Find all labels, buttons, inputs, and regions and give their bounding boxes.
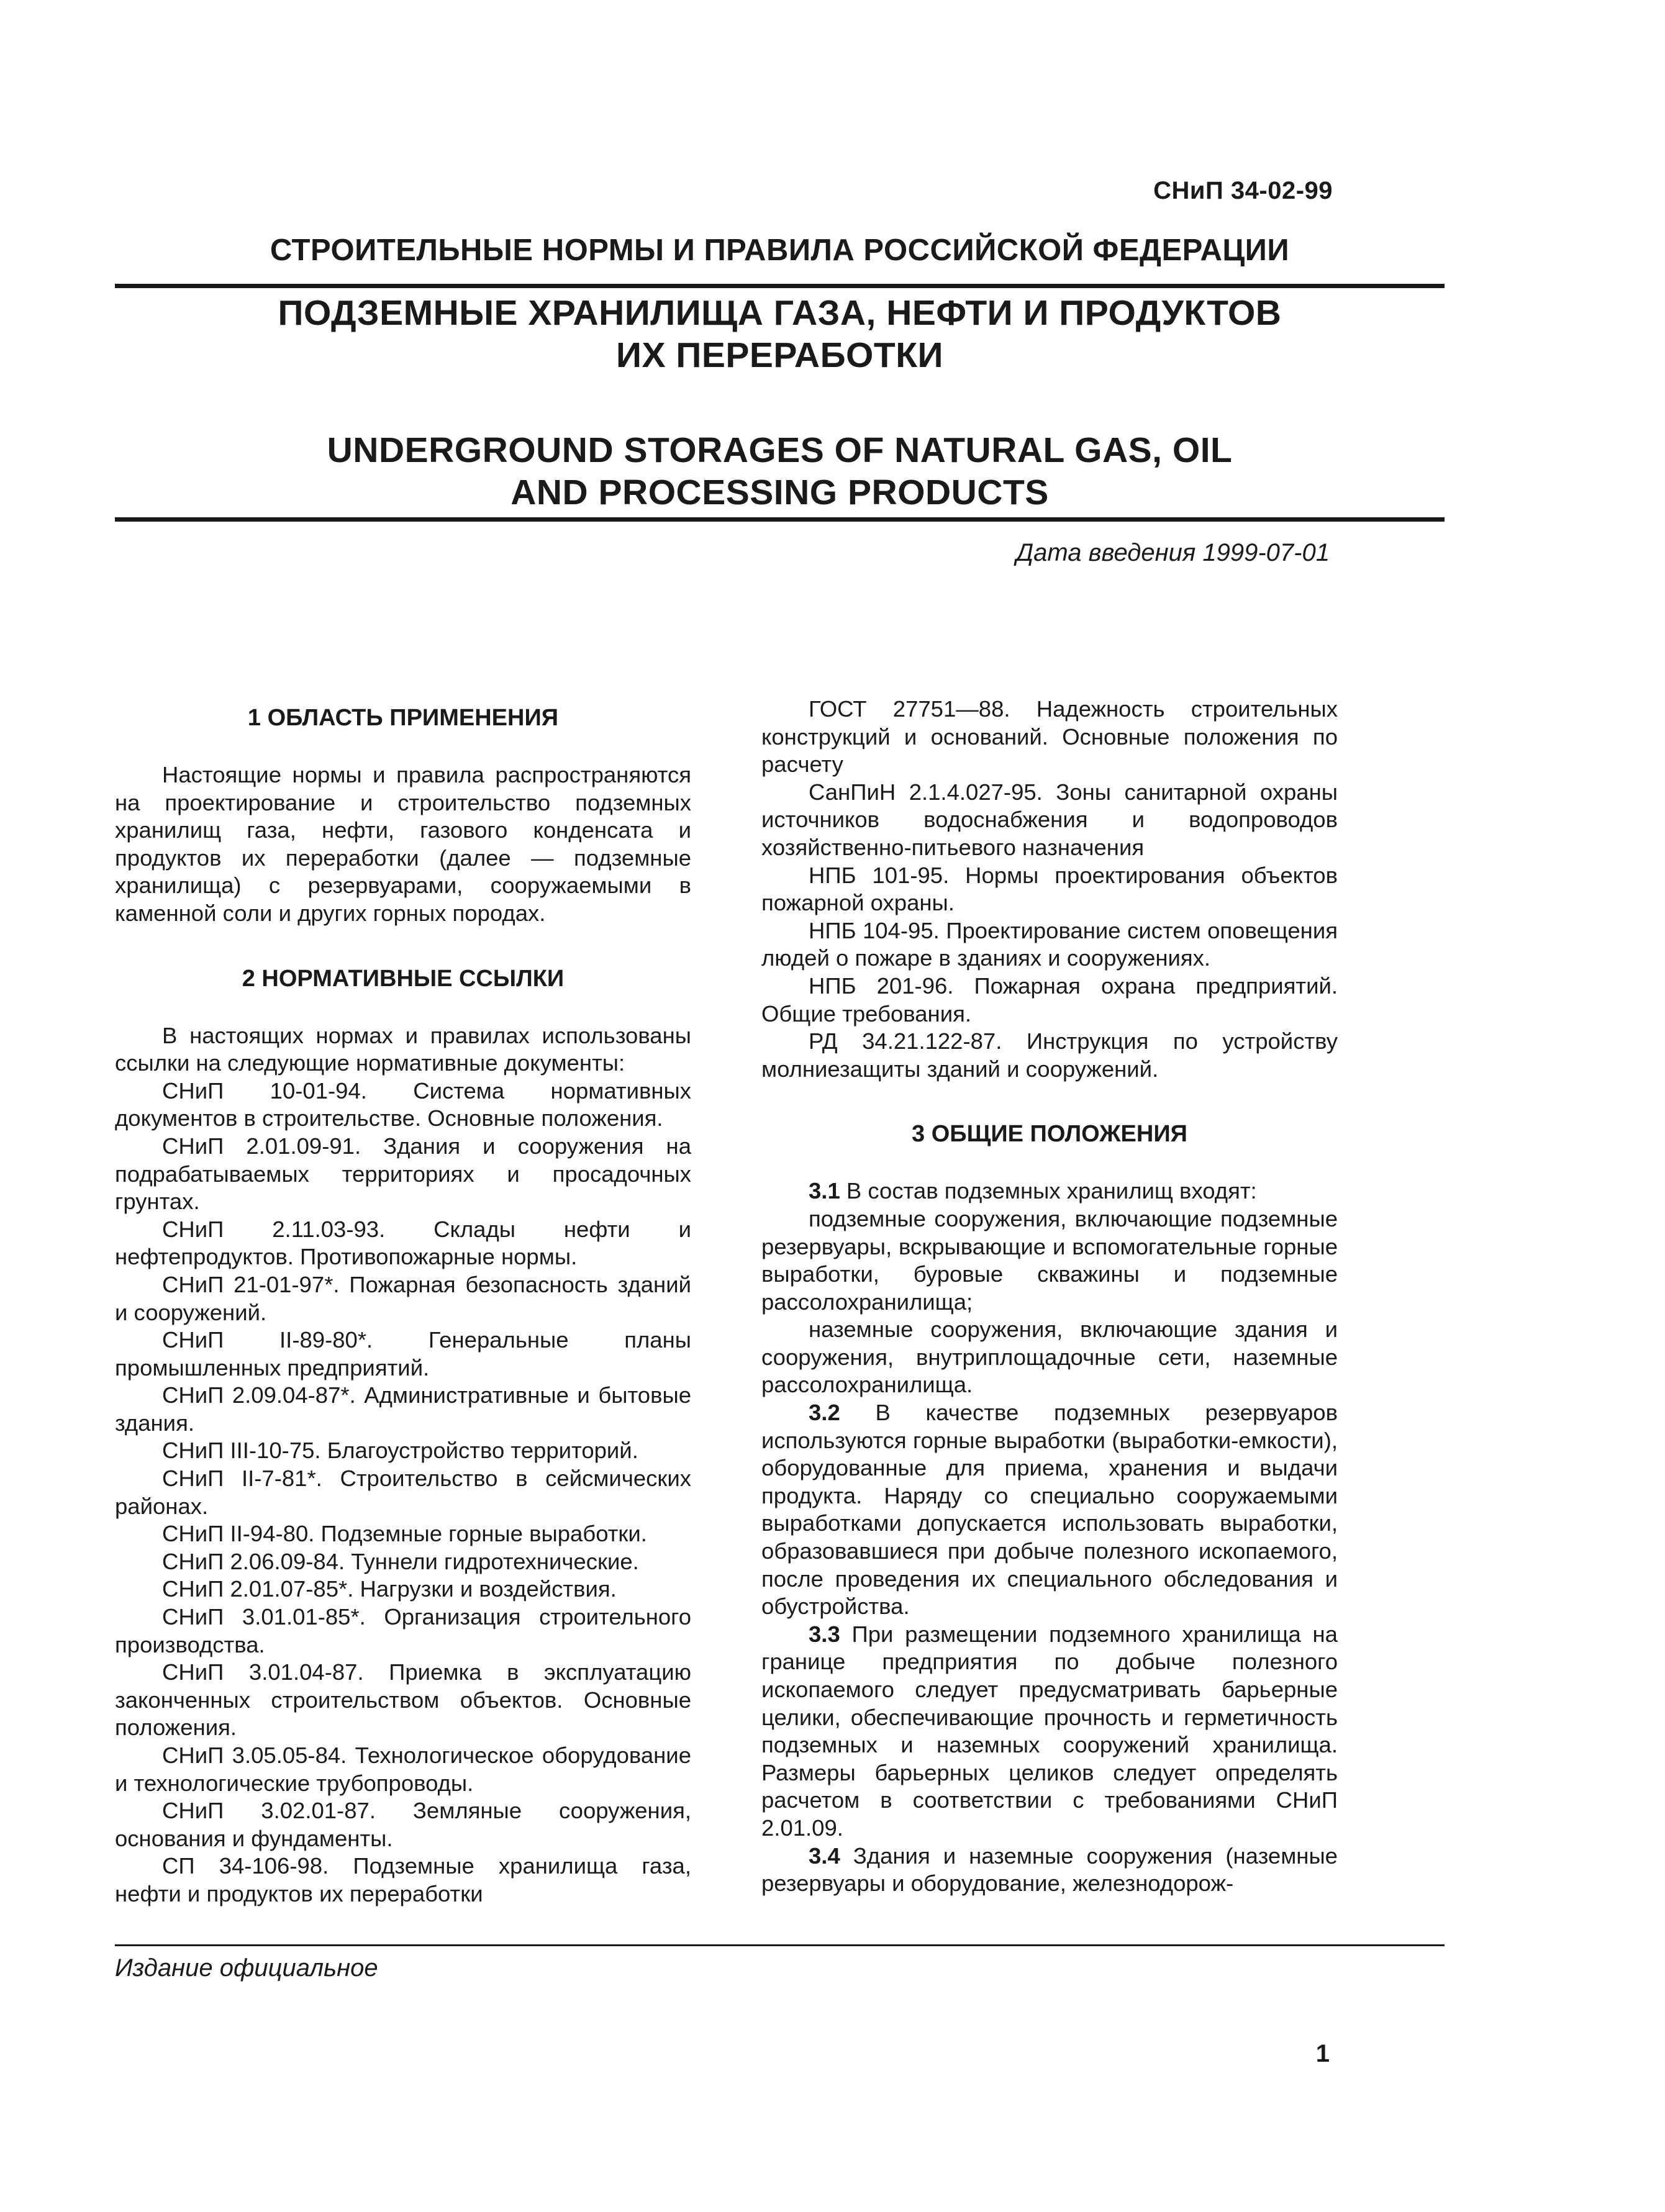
clause-3-4 [761, 1843, 1338, 1898]
reference-item: СНиП 3.01.01-85*. Организация строительного производства. [115, 1604, 691, 1657]
reference-item: СНиП II-94-80. Подземные горные выработки. [162, 1521, 647, 1547]
reference-item: СНиП II-7-81*. Строительство в сейсмических районах. [115, 1466, 691, 1519]
clause-number: 3.1 [809, 1178, 840, 1204]
official-edition-note: Издание официальное [115, 1954, 378, 1982]
section-1-title: 1 ОБЛАСТЬ ПРИМЕНЕНИЯ [247, 705, 559, 731]
reference-item: СНиП 2.01.09-91. Здания и сооружения на подрабатываемых территориях и просадочных грунтах. [115, 1133, 691, 1215]
section-2-title: 2 НОРМАТИВНЫЕ ССЫЛКИ [242, 965, 565, 992]
reference-item: СНиП 2.09.04-87*. Административные и бытовые здания. [115, 1382, 691, 1436]
reference-item: СНиП III-10-75. Благоустройство территорий. [162, 1438, 638, 1464]
reference-item: СНиП 2.01.07-85*. Нагрузки и воздействия. [162, 1576, 617, 1602]
clause-3-1 [761, 1177, 1338, 1205]
section-2-intro: В настоящих нормах и правилах использованы ссылки на следующие нормативные документы: [115, 1022, 691, 1076]
divider-title [115, 517, 1445, 522]
introduction-date: Дата введения 1999-07-01 [1015, 539, 1330, 566]
clause-number: 3.3 [809, 1621, 840, 1647]
reference-item: СНиП 3.05.05-84. Технологическое оборудование и технологические трубопроводы. [115, 1743, 691, 1796]
title-russian-line-1: ПОДЗЕМНЫЕ ХРАНИЛИЩА ГАЗА, НЕФТИ И ПРОДУКТОВ [278, 293, 1282, 333]
reference-item: НПБ 101-95. Нормы проектирования объектов пожарной охраны. [761, 862, 1338, 916]
reference-item: НПБ 201-96. Пожарная охрана предприятий. Общие требования. [761, 972, 1338, 1027]
clause-3-2 [761, 1399, 1338, 1621]
clause-text: В состав подземных хранилищ входят: [846, 1178, 1257, 1204]
reference-item: СП 34-106-98. Подземные хранилища газа, нефти и продуктов их переработки [115, 1853, 691, 1906]
clause-number: 3.2 [809, 1400, 840, 1426]
clause-3-3 [761, 1621, 1338, 1843]
clause-text: При размещении подземного хранилища на границе предприятия по добыче полезного ископаемого следует предусматривать барьерные целики, обеспечивающие прочность и герметичность подземных и наземных сооружений хранилища. Размеры барьерных целиков следует определять расчетом в соответствии с требованиями СНиП 2.01.09. [761, 1621, 1338, 1841]
clause-3-1-item-b: наземные сооружения, включающие здания и сооружения, внутриплощадочные сети, наземные рассолохранилища. [761, 1317, 1338, 1398]
reference-item: СНиП 3.02.01-87. Земляные сооружения, основания и фундаменты. [115, 1798, 691, 1851]
clause-text: Здания и наземные сооружения (наземные резервуары и оборудование, железнодорож- [761, 1843, 1338, 1897]
title-russian-line-2: ИХ ПЕРЕРАБОТКИ [616, 335, 943, 375]
document-code: СНиП 34-02-99 [1153, 177, 1333, 204]
reference-item: СНиП 3.01.04-87. Приемка в эксплуатацию законченных строительством объектов. Основные положения. [115, 1659, 691, 1741]
reference-item: СНиП 21-01-97*. Пожарная безопасность зданий и сооружений. [115, 1271, 691, 1325]
reference-item: СНиП 10-01-94. Система нормативных документов в строительстве. Основные положения. [115, 1077, 691, 1131]
reference-item: НПБ 104-95. Проектирование систем оповещения людей о пожаре в зданиях и сооружениях. [761, 917, 1338, 971]
reference-item: СНиП II-89-80*. Генеральные планы промышленных предприятий. [115, 1327, 691, 1380]
reference-item: СанПиН 2.1.4.027-95. Зоны санитарной охраны источников водоснабжения и водопроводов хозяйственно-питьевого назначения [761, 779, 1338, 860]
top-heading: СТРОИТЕЛЬНЫЕ НОРМЫ И ПРАВИЛА РОССИЙСКОЙ ФЕДЕРАЦИИ [270, 233, 1290, 267]
title-russian [115, 292, 1445, 376]
clause-3-1-item-a: подземные сооружения, включающие подземные резервуары, вскрывающие и вспомогательные горные выработки, буровые скважины и подземные рассолохранилища; [761, 1205, 1338, 1315]
page-number: 1 [1315, 2040, 1330, 2067]
left-column [115, 696, 691, 1908]
clause-text: В качестве подземных резервуаров используются горные выработки (выработки-емкости), оборудованные для приема, хранения и выдачи продукта. Наряду со специально сооружаемыми выработками допускается использовать выработки, образовавшиеся при добыче полезного ископаемого, после проведения их специального обследования и обустройства. [761, 1400, 1338, 1620]
section-1-text: Настоящие нормы и правила распространяются на проектирование и строительство подземных хранилищ газа, нефти, газового конденсата и продуктов их переработки (далее — подземные хранилища) с резервуарами, сооружаемыми в каменной соли и других горных породах. [115, 762, 691, 926]
clause-number: 3.4 [809, 1843, 840, 1869]
title-english-line-1: UNDERGROUND STORAGES OF NATURAL GAS, OIL [327, 430, 1233, 470]
title-english [115, 429, 1445, 514]
reference-item: СНиП 2.06.09-84. Туннели гидротехнические. [162, 1548, 639, 1574]
divider-top [115, 284, 1445, 288]
reference-item: ГОСТ 27751—88. Надежность строительных конструкций и оснований. Основные положения по расчету [761, 696, 1338, 777]
reference-item: СНиП 2.11.03-93. Склады нефти и нефтепродуктов. Противопожарные нормы. [115, 1216, 691, 1270]
divider-footer [115, 1944, 1445, 1946]
right-column [761, 696, 1338, 1898]
section-3-title: 3 ОБЩИЕ ПОЛОЖЕНИЯ [912, 1121, 1187, 1148]
reference-item: РД 34.21.122-87. Инструкция по устройству молниезащиты зданий и сооружений. [761, 1028, 1338, 1082]
title-english-line-2: AND PROCESSING PRODUCTS [510, 473, 1049, 512]
